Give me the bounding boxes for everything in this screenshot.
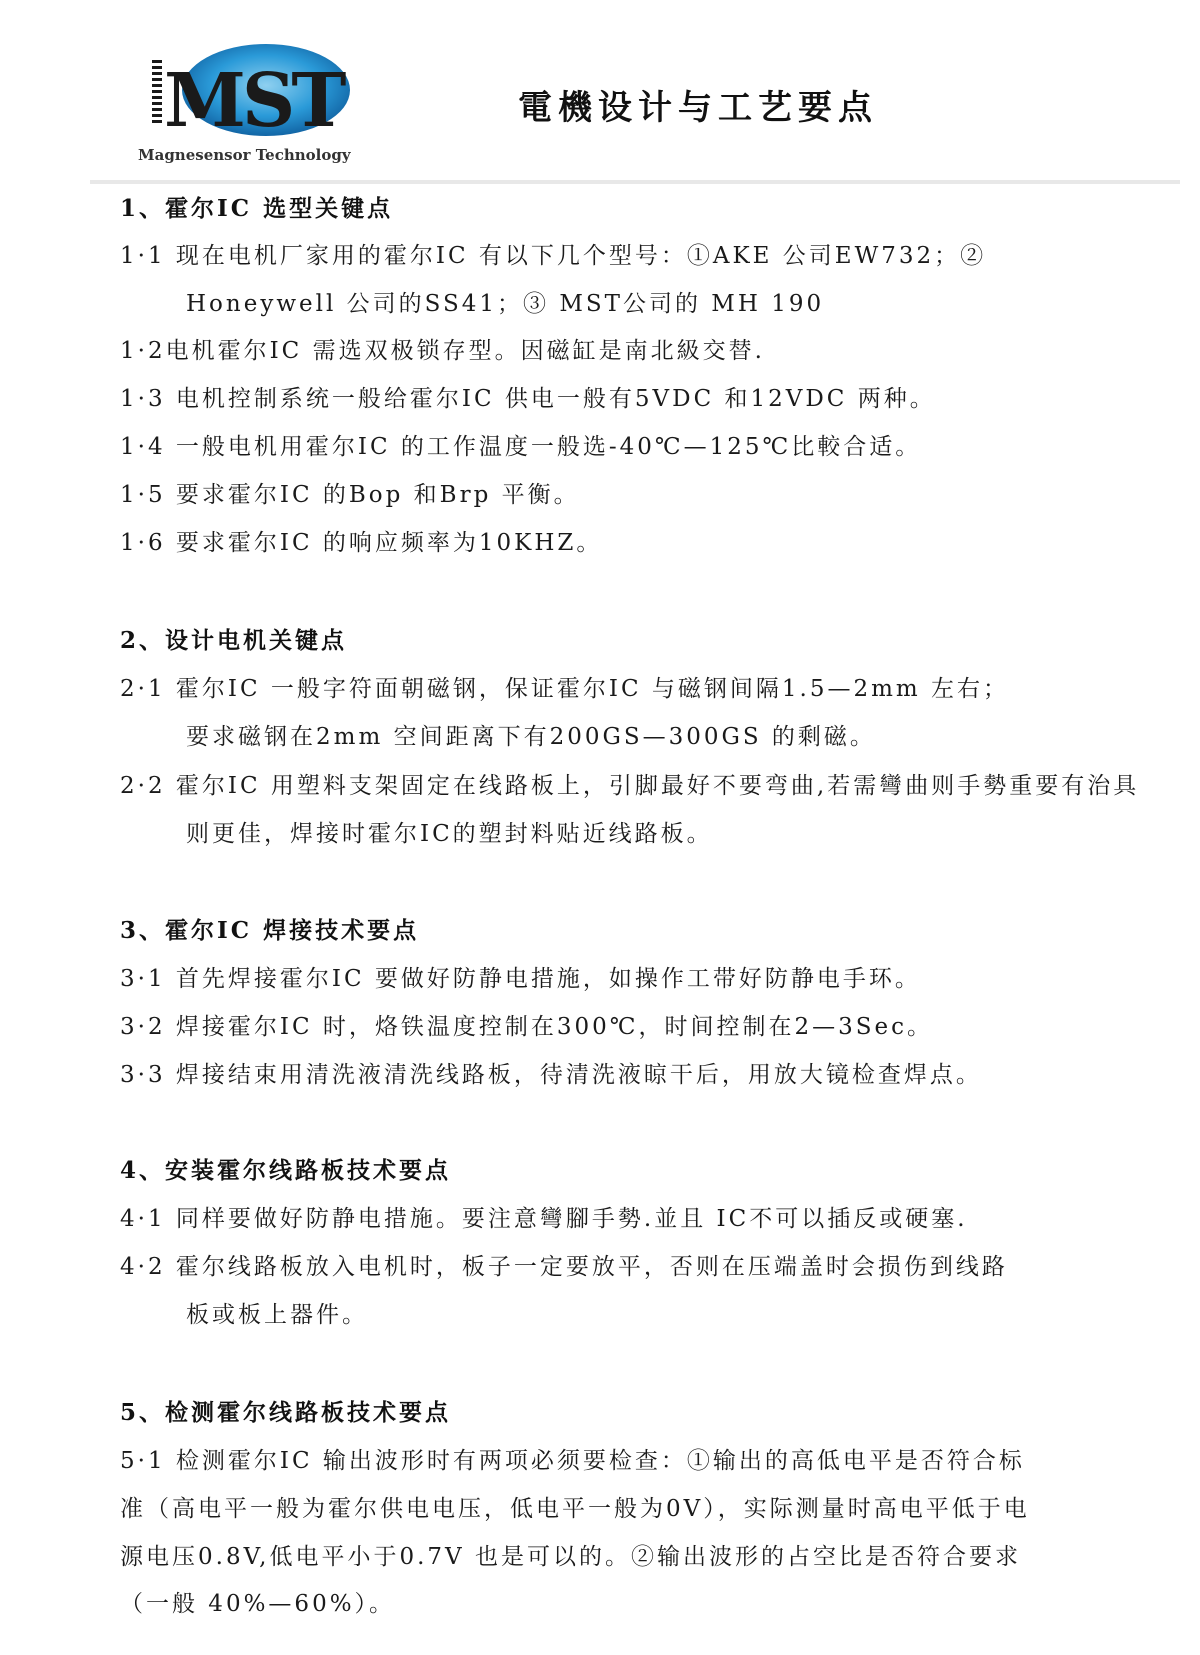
paragraph-line: 板或板上器件。 — [186, 1302, 368, 1328]
paragraph-line: 1·2电机霍尔IC 需选双极锁存型。因磁缸是南北級交替. — [120, 338, 765, 364]
paragraph-line: 2·1 霍尔IC 一般字符面朝磁钢，保证霍尔IC 与磁钢间隔1.5—2mm 左右； — [120, 676, 1010, 702]
paragraph-line: 3·3 焊接结束用清洗液清洗线路板，待清洗液晾干后，用放大镜检查焊点。 — [120, 1062, 982, 1088]
section-title: 1、霍尔IC 选型关键点 — [120, 195, 394, 222]
mst-logo-graphic — [138, 38, 378, 178]
logo-subtitle: Magnesensor Technology — [138, 146, 351, 164]
section-title: 5、检测霍尔线路板技术要点 — [120, 1399, 452, 1426]
paragraph-line: 4·1 同样要做好防静电措施。要注意彎腳手勢.並且 IC不可以插反或硬塞. — [120, 1206, 968, 1232]
header-divider — [90, 180, 1180, 184]
page-title: 電機设计与工艺要点 — [518, 88, 878, 128]
paragraph-line: （一般 40%—60%）。 — [120, 1591, 396, 1617]
paragraph-line: 4·2 霍尔线路板放入电机时，板子一定要放平，否则在压端盖时会损伤到线路 — [120, 1254, 1008, 1280]
paragraph-line: Honeywell 公司的SS41；③ MST公司的 MH 190 — [186, 291, 825, 317]
paragraph-line: 1·1 现在电机厂家用的霍尔IC 有以下几个型号：①AKE 公司EW732；② — [120, 243, 987, 269]
logo-stripes — [152, 60, 162, 123]
paragraph-line: 1·6 要求霍尔IC 的响应频率为10KHZ。 — [120, 530, 603, 556]
paragraph-line: 则更佳，焊接时霍尔IC的塑封料贴近线路板。 — [186, 821, 713, 847]
document-header — [0, 0, 1200, 190]
paragraph-line: 准（高电平一般为霍尔供电电压，低电平一般为0V），实际测量时高电平低于电 — [120, 1496, 1030, 1522]
paragraph-line: 1·4 一般电机用霍尔IC 的工作温度一般选-40℃—125℃比較合适。 — [120, 434, 922, 460]
paragraph-line: 5·1 检测霍尔IC 输出波形时有两项必须要检查：①输出的高低电平是否符合标 — [120, 1448, 1025, 1474]
section-title: 3、霍尔IC 焊接技术要点 — [120, 917, 420, 944]
paragraph-line: 1·5 要求霍尔IC 的Bop 和Brp 平衡。 — [120, 482, 580, 508]
logo-text: MST — [164, 58, 343, 144]
paragraph-line: 3·1 首先焊接霍尔IC 要做好防静电措施，如操作工带好防静电手环。 — [120, 966, 921, 992]
paragraph-line: 2·2 霍尔IC 用塑料支架固定在线路板上，引脚最好不要弯曲,若需彎曲则手勢重要有治具 — [120, 773, 1140, 799]
mst-logo — [138, 38, 378, 178]
paragraph-line: 1·3 电机控制系统一般给霍尔IC 供电一般有5VDC 和12VDC 两种。 — [120, 386, 936, 412]
section-title: 4、安装霍尔线路板技术要点 — [120, 1157, 452, 1184]
paragraph-line: 要求磁钢在2mm 空间距离下有200GS—300GS 的剩磁。 — [186, 724, 876, 750]
section-title: 2、设计电机关键点 — [120, 627, 348, 654]
paragraph-line: 源电压0.8V,低电平小于0.7V 也是可以的。②输出波形的占空比是否符合要求 — [120, 1544, 1021, 1570]
paragraph-line: 3·2 焊接霍尔IC 时，烙铁温度控制在300℃，时间控制在2—3Sec。 — [120, 1014, 934, 1040]
